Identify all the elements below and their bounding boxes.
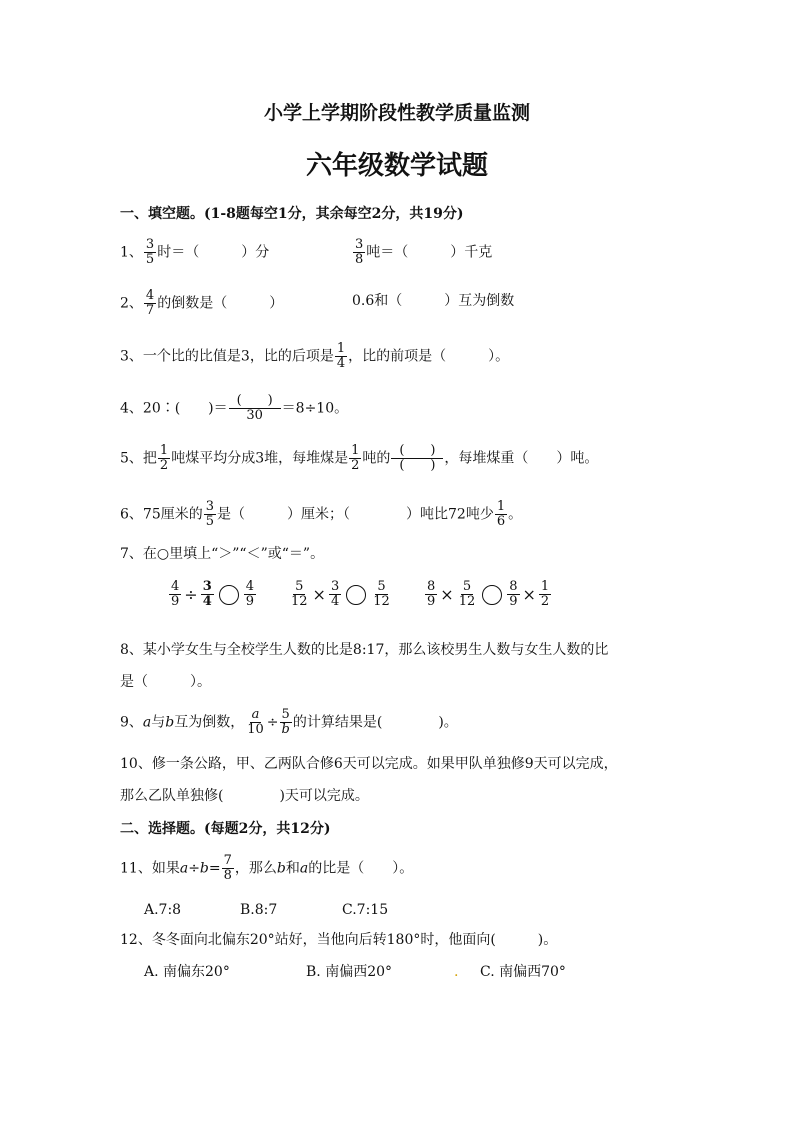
fraction: $\frac{1}{2}$ <box>159 443 169 473</box>
fraction: $\frac{4}{9}$ <box>245 579 255 609</box>
question-8-line-1: 8、某小学女生与全校学生人数的比是8:17，那么该校男生人数与女生人数的比 <box>120 642 609 658</box>
fraction: $\frac{4}{9}$ <box>171 579 180 609</box>
operator: × <box>312 584 326 604</box>
comparison-1 <box>168 580 257 609</box>
option-a[interactable]: A. 南偏东20° <box>144 964 230 980</box>
operator: ÷ <box>184 584 198 604</box>
comparison-3 <box>424 580 552 609</box>
fraction: $\frac{a}{10}$ <box>247 707 264 737</box>
question-8-line-2: 是（ ）。 <box>120 674 211 690</box>
variable-b: b <box>165 714 175 731</box>
fraction: $\frac{5}{12}$ <box>373 579 390 609</box>
fraction: $\frac{1}{2}$ <box>540 579 550 609</box>
question-7: 7、在○里填上“＞”“＜”或“＝”。 <box>120 546 325 562</box>
question-10-line-1: 10、修一条公路，甲、乙两队合修6天可以完成。如果甲队单独修9天可以完成， <box>120 756 618 772</box>
question-text: 4、20∶( )＝ <box>120 400 228 417</box>
option-b[interactable]: B. 南偏西20° <box>306 964 393 980</box>
operator: = <box>208 860 221 877</box>
question-text: ，比的前项是（ ）。 <box>348 348 510 365</box>
variable-a: a <box>142 714 152 731</box>
question-12: 12、冬冬面向北偏东20°站好，当他向后转180°时，他面向( )。 <box>120 932 558 948</box>
fraction: $\frac{1}{6}$ <box>496 499 506 529</box>
operator: ÷ <box>266 714 279 731</box>
fraction: $\frac{3}{5}$ <box>145 237 155 267</box>
answer-circle[interactable] <box>346 585 366 605</box>
question-9 <box>120 708 458 737</box>
variable-b: b <box>276 860 286 877</box>
option-c[interactable]: C.7:15 <box>342 902 389 918</box>
fraction: $\frac{8}{9}$ <box>427 579 436 609</box>
variable-a: a <box>179 860 189 877</box>
fraction: $\frac{3}{5}$ <box>205 499 215 529</box>
question-text: 6、75厘米的 <box>120 506 203 523</box>
question-text: 与 <box>151 714 166 731</box>
question-2 <box>120 289 283 318</box>
comparison-2 <box>288 580 393 609</box>
fraction: $\frac{3}{4}$ <box>202 579 212 609</box>
question-text: 时＝（ ）分 <box>157 244 270 261</box>
fraction: $\frac{3}{4}$ <box>330 579 340 609</box>
question-1b <box>352 238 492 267</box>
question-text: 吨的 <box>362 450 391 467</box>
operator: × <box>522 584 536 604</box>
question-text: 互为倒数， <box>174 714 245 731</box>
answer-circle[interactable] <box>219 585 239 605</box>
question-text: 3、一个比的比值是3，比的后项是 <box>120 348 334 365</box>
question-text: 吨煤平均分成3堆，每堆煤是 <box>171 450 349 467</box>
question-text: ，每堆煤重（ ）吨。 <box>444 450 599 467</box>
question-number: 9、 <box>120 714 143 731</box>
fraction: ( ) ( ) <box>391 444 443 473</box>
question-text: 的倒数是（ ） <box>157 295 284 312</box>
question-text: 吨＝（ ）千克 <box>366 244 493 261</box>
operator: ÷ <box>188 860 200 877</box>
option-c[interactable]: C. 南偏西70° <box>480 964 566 980</box>
fraction: $\frac{7}{8}$ <box>223 853 232 883</box>
question-2b: 0.6和（ ）互为倒数 <box>352 293 515 309</box>
section-2-heading: 二、选择题。(每题2分，共12分) <box>120 821 331 837</box>
question-4 <box>120 394 348 423</box>
fraction: ( ) 30 <box>229 394 281 423</box>
question-text: ，那么 <box>234 860 277 877</box>
answer-circle[interactable] <box>482 585 502 605</box>
fraction: $\frac{5}{b}$ <box>281 707 290 737</box>
question-6 <box>120 500 522 529</box>
fraction: $\frac{4}{7}$ <box>145 288 155 318</box>
question-text: 和 <box>285 860 300 877</box>
exam-title: 小学上学期阶段性教学质量监测 <box>263 102 530 124</box>
question-text: 的计算结果是( )。 <box>292 714 458 731</box>
fraction: $\frac{1}{2}$ <box>351 443 360 473</box>
fraction: $\frac{5}{12}$ <box>458 579 476 609</box>
option-b[interactable]: B.8:7 <box>240 902 278 918</box>
question-text: 11、如果 <box>120 860 180 877</box>
question-number: 1、 <box>120 244 143 261</box>
question-3 <box>120 342 509 371</box>
operator: × <box>440 584 454 604</box>
fraction: $\frac{3}{8}$ <box>355 237 364 267</box>
section-1-heading: 一、填空题。(1-8题每空1分，其余每空2分，共19分) <box>120 206 464 222</box>
stray-dot: . <box>454 964 459 980</box>
question-text: 的比是（ ）。 <box>308 860 414 877</box>
option-a[interactable]: A.7:8 <box>144 902 182 918</box>
variable-b: b <box>199 860 209 877</box>
variable-a: a <box>299 860 309 877</box>
fraction: $\frac{1}{4}$ <box>336 341 346 371</box>
question-5 <box>120 444 598 473</box>
question-10-line-2: 那么乙队单独修( )天可以完成。 <box>120 788 369 804</box>
question-11 <box>120 854 413 883</box>
exam-subtitle: 六年级数学试题 <box>305 151 488 181</box>
fraction: $\frac{8}{9}$ <box>509 579 518 609</box>
question-1 <box>120 238 269 267</box>
question-text: 5、把 <box>120 450 157 467</box>
question-text: 。 <box>508 506 523 523</box>
question-number: 2、 <box>120 295 143 312</box>
fraction: $\frac{5}{12}$ <box>291 579 308 609</box>
question-text: 是（ ）厘米；（ ）吨比72吨少 <box>217 506 494 523</box>
question-text: ＝8÷10。 <box>281 400 349 417</box>
